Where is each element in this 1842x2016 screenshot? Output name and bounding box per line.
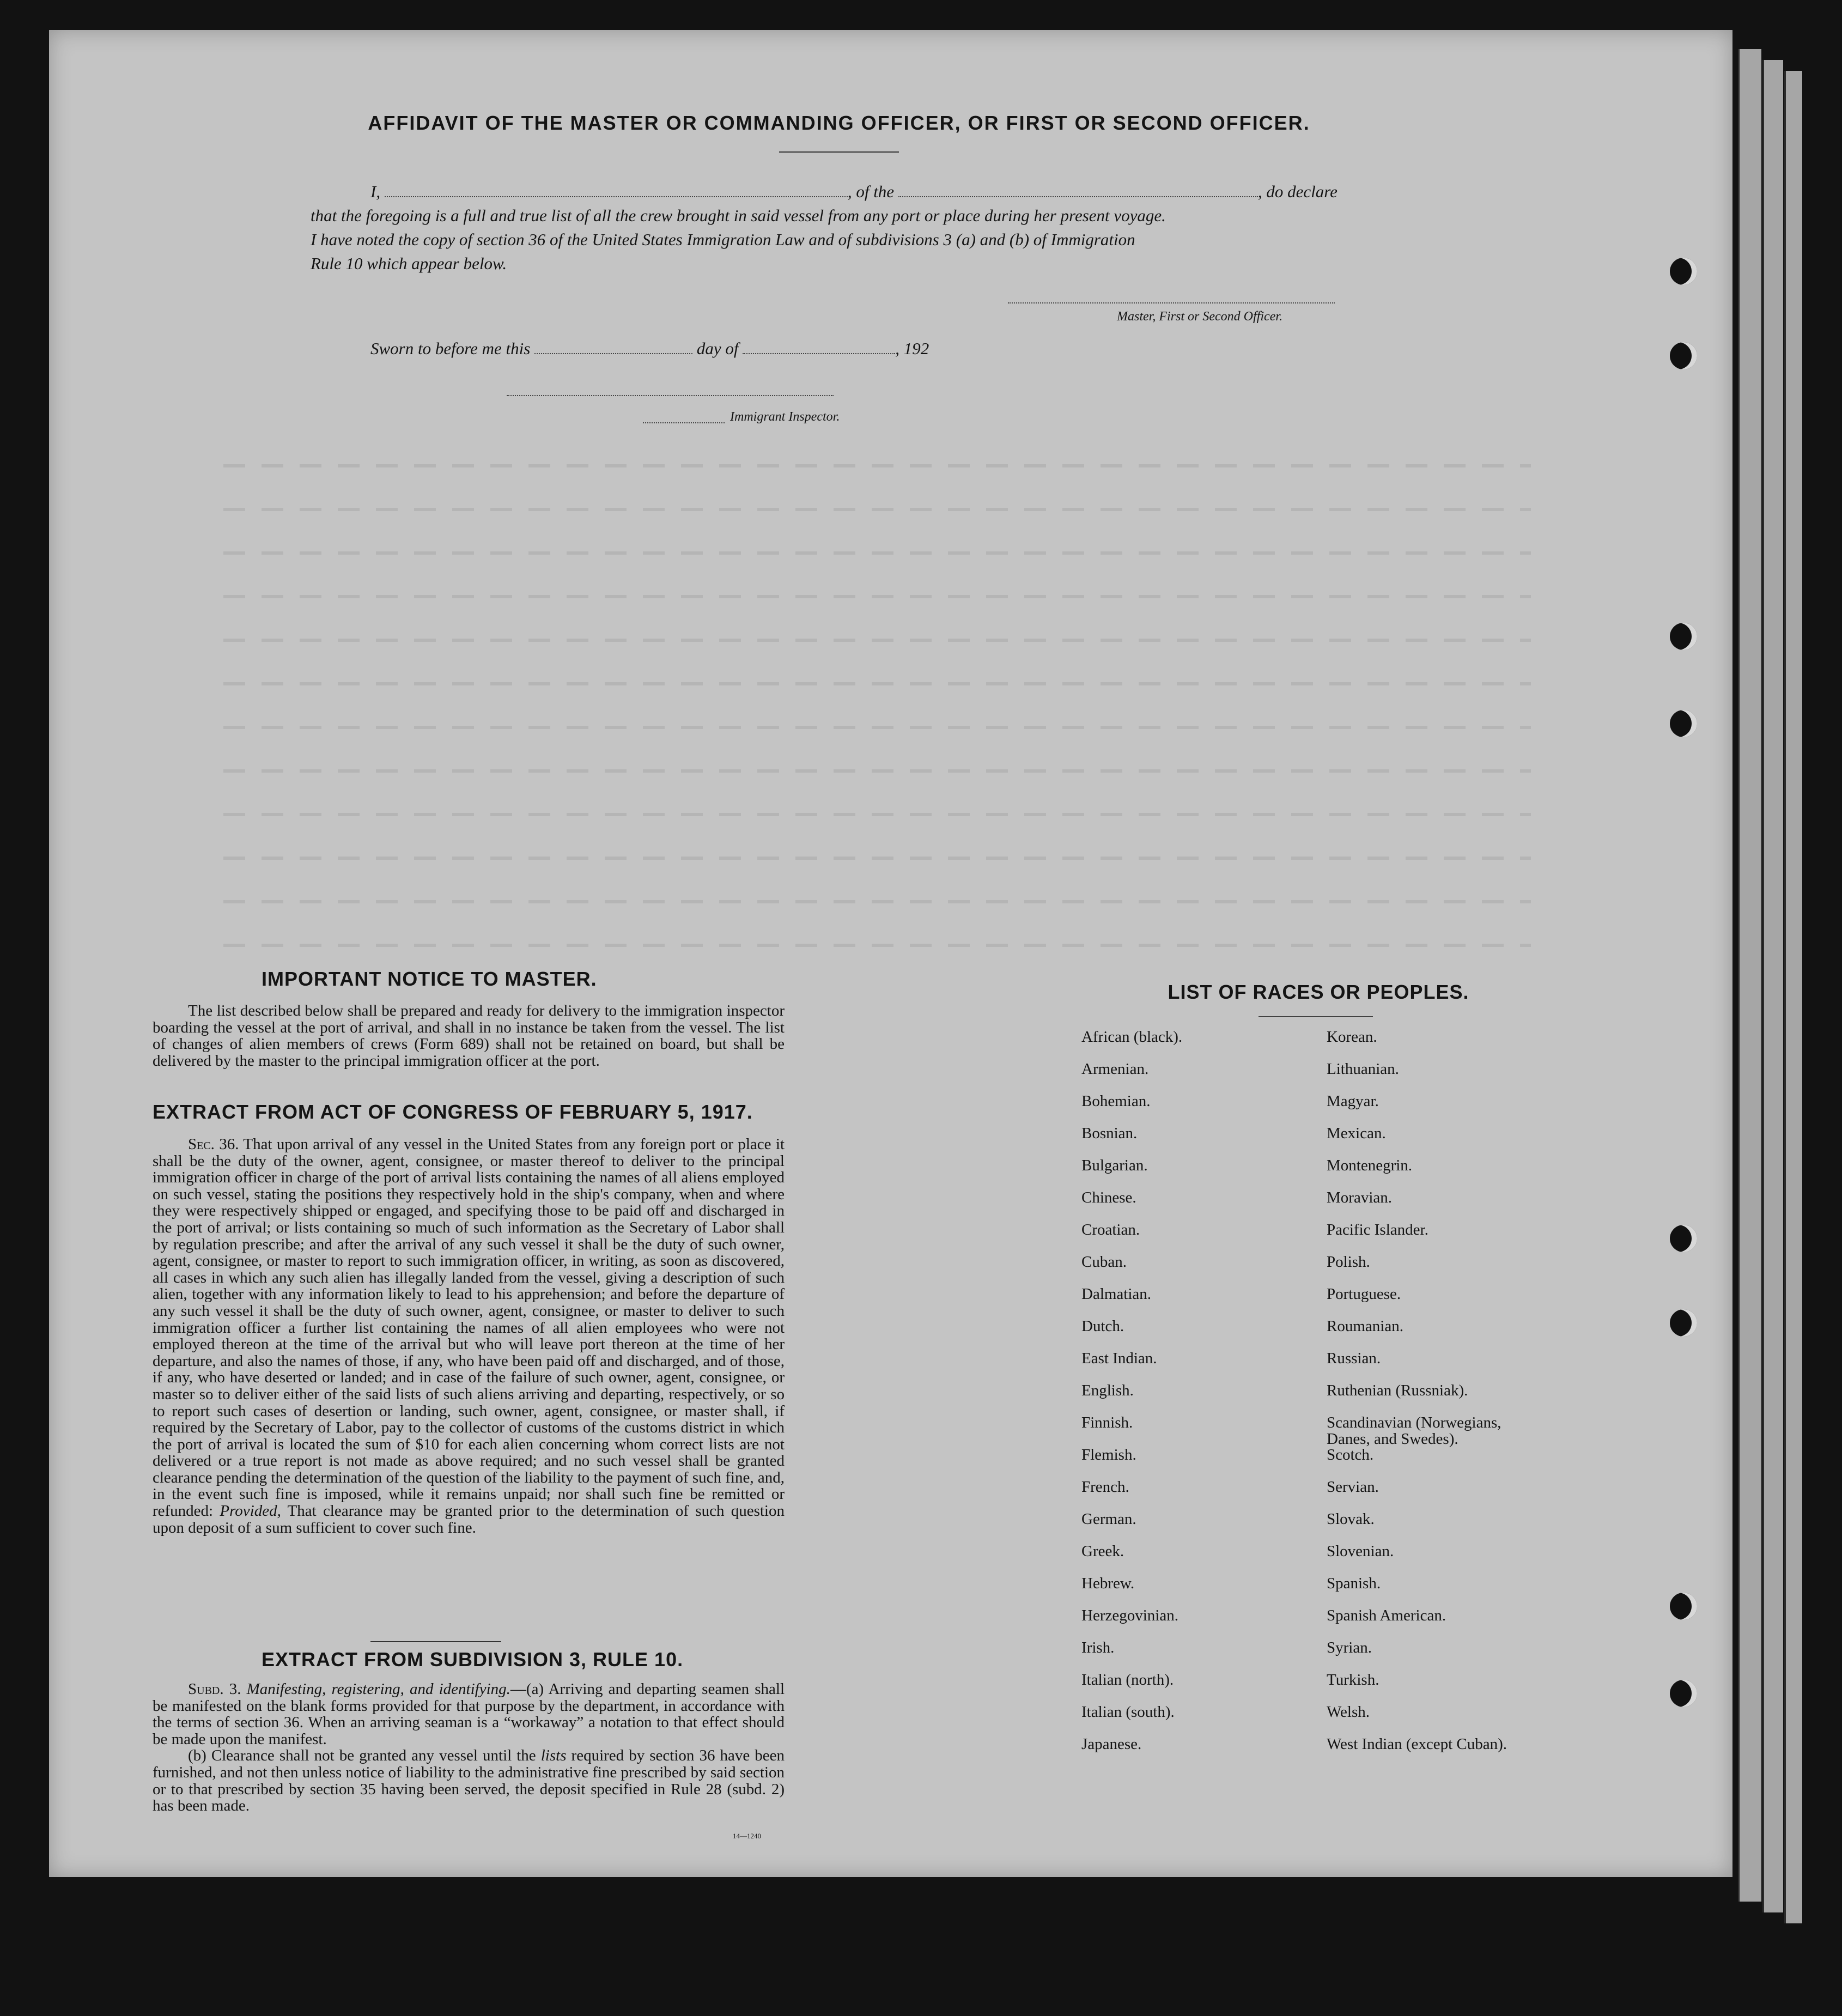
race-list-item: East Indian. [1081,1350,1157,1367]
races-right-column [1327,1029,1507,1768]
race-list-item: Lithuanian. [1327,1060,1399,1078]
race-list-item: Cuban. [1081,1253,1127,1271]
line1-of-the: , of the [847,182,895,201]
line1-do-declare: , do declare [1257,182,1338,201]
race-list-item: Portuguese. [1327,1285,1401,1303]
affidavit-title: AFFIDAVIT OF THE MASTER OR COMMANDING OFFICER, OR FIRST OR SECOND OFFICER. [368,112,1310,134]
race-list-item: Croatian. [1081,1221,1140,1238]
master-signature-caption: Master, First or Second Officer. [1117,309,1282,324]
races-title: LIST OF RACES OR PEOPLES. [1168,981,1469,1003]
binder-hole [1670,1593,1697,1620]
para-b-lists: lists [540,1747,567,1765]
race-list-item: Servian. [1327,1478,1379,1496]
binder-hole [1670,710,1697,737]
race-list-item: Turkish. [1327,1671,1379,1689]
para-b-lead: (b) Clearance shall not be granted any vessel until the [188,1747,536,1765]
page-edge [1762,60,1783,1912]
race-list-item: Hebrew. [1081,1575,1135,1592]
race-list-item: West Indian (except Cuban). [1327,1735,1507,1753]
rule-divider [370,1641,501,1642]
vessel-blank [898,182,1258,197]
declaration-line-4: Rule 10 which appear below. [311,254,507,273]
race-list-item: French. [1081,1478,1129,1496]
page-edge [1738,49,1761,1902]
race-list-item: Bulgarian. [1081,1157,1148,1174]
race-list-item: Bosnian. [1081,1125,1138,1142]
name-blank [385,182,848,197]
race-list-item: Herzegovinian. [1081,1607,1178,1624]
race-list-item: Magyar. [1327,1092,1379,1110]
subd-label: Subd. 3. [188,1680,241,1698]
sworn-day-blank [534,339,692,354]
binder-hole [1670,1225,1697,1252]
declaration-line-1 [311,180,1346,204]
races-left-column [1081,1029,1182,1768]
bleed-through-lines [223,450,1585,994]
race-list-item: Japanese. [1081,1735,1142,1753]
inspector-caption: Immigrant Inspector. [730,410,840,424]
race-list-item: Polish. [1327,1253,1370,1271]
race-list-item: Greek. [1081,1543,1124,1560]
bleed-through [223,450,1585,994]
sworn-month-blank [743,339,895,354]
line1-i: I, [370,182,381,201]
race-list-item: Montenegrin. [1327,1157,1413,1174]
master-signature-line [1008,302,1335,303]
subd-para-a: —(a) Arriving and departing seamen shall be manifested on the blank forms provided for that purpose by the department, in accordance with the terms of section 36. When an arriving seaman is a “workaway” a notation to that effect should be made upon the manifest. [153,1680,785,1748]
race-list-item: English. [1081,1382,1134,1399]
race-list-item: Slovak. [1327,1510,1375,1528]
rule-para-b [153,1747,785,1814]
race-list-item: Irish. [1081,1639,1115,1656]
act-extract-text [153,1136,785,1536]
race-list-item: Spanish American. [1327,1607,1446,1624]
race-list-item: Flemish. [1081,1446,1136,1464]
race-list-item: Italian (south). [1081,1703,1175,1721]
binder-hole [1670,258,1697,285]
sworn-text: Sworn to before me this [370,339,531,358]
race-list-item: Chinese. [1081,1189,1136,1206]
year-text: , 192 [895,339,929,358]
notice-text [153,1003,785,1069]
race-list-item: Syrian. [1327,1639,1372,1656]
race-list-item: Finnish. [1081,1414,1133,1431]
race-list-item: Spanish. [1327,1575,1381,1592]
inspector-signature-line [507,395,834,396]
section-text-end: That clearance may be granted prior to the determination of such question upon deposit of a sum sufficient to cover such fine. [153,1502,785,1537]
day-of-text: day of [696,339,739,358]
declaration-line-3: I have noted the copy of section 36 of the United States Immigration Law and of subdivisions 3 (a) and (b) of Immigration [311,230,1135,249]
race-list-item: Dalmatian. [1081,1285,1152,1303]
form-number: 14—1240 [733,1832,761,1840]
inspector-signature-line-2 [643,422,725,423]
declaration-line-2: that the foregoing is a full and true list of all the crew brought in said vessel from any port or place during her present voyage. [311,206,1166,225]
rule-extract-text [153,1681,785,1814]
binder-hole [1670,1309,1697,1337]
page-edge [1784,71,1802,1923]
race-list-item: Moravian. [1327,1189,1392,1206]
para-b-rest: required by section 36 have been furnished, and not then unless notice of liability to the administrative fine prescribed by said section or to that prescribed by section 35 having been served, the deposit specified in Rule 28 (subd. 2) has been made. [153,1747,785,1815]
provided-word: Provided, [220,1502,281,1520]
race-list-item: Slovenian. [1327,1543,1394,1560]
race-list-item: Russian. [1327,1350,1381,1367]
race-list-item: African (black). [1081,1028,1183,1046]
act-extract-title: EXTRACT FROM ACT OF CONGRESS OF FEBRUARY 5, 1917. [153,1101,753,1123]
sworn-line [370,337,1406,361]
race-list-item: Ruthenian (Russniak). [1327,1382,1468,1399]
race-list-item: Mexican. [1327,1125,1386,1142]
race-list-item: Dutch. [1081,1317,1124,1335]
race-list-item: German. [1081,1510,1136,1528]
race-list-item: Italian (north). [1081,1671,1174,1689]
subd-heading: Manifesting, registering, and identifying. [246,1680,510,1698]
races-title-rule [1259,1016,1373,1017]
binder-hole [1670,1680,1697,1707]
title-rule [779,151,899,153]
race-list-item: Scandinavian (Norwegians, Danes, and Swedes). [1327,1414,1501,1448]
rule-extract-title: EXTRACT FROM SUBDIVISION 3, RULE 10. [262,1648,684,1671]
race-list-item: Scotch. [1327,1446,1374,1464]
binder-hole [1670,623,1697,650]
section-label: Sec. 36. [188,1135,239,1153]
section-text: That upon arrival of any vessel in the United States from any foreign port or place it shall be the duty of the owner, agent, consignee, or master thereof to deliver to the principal immigration officer in charge of the port of arrival lists containing the names of all aliens employed on such vessel, stating the positions they respectively hold in the ship's company, when and where they were respectively shipped or engaged, and specifying those to be paid off and discharged in the port of arrival; or lists containing so much of such information as the Secretary of Labor shall by regulation prescribe; and after the arrival of any such vessel it shall be the duty of such owner, agent, consignee, or master to report to such immigration officer, in writing, as soon as discovered, all cases in which any such alien has illegally landed from the vessel, giving a description of such alien, together with any information likely to lead to his apprehension; and before the departure of any such vessel it shall be the duty of such owner, agent, consignee, or master to deliver to such immigration officer a further list containing the names of all alien employees who were not employed thereon at the time of the arrival but who will leave port thereon at the time of her departure, and also the names of those, if any, who have been paid off and discharged, and of those, if any, who have deserted or landed; and in case of the failure of such owner, agent, consignee, or master so to deliver either of the said lists of such aliens arriving and departing, respectively, or so to report such cases of desertion or landing, such owner, agent, consignee, or master shall, if required by the Secretary of Labor, pay to the collector of customs of the customs district in which the port of arrival is located the sum of $10 for each alien concerning whom correct lists are not delivered or a true report is not made as above required; and no such vessel shall be granted clearance pending the determination of the question of the liability to the payment of such fine, and, in the event such fine is imposed, while it remains unpaid; nor shall such fine be remitted or refunded: [153,1135,785,1520]
act-extract-paragraph [153,1136,785,1536]
notice-title: IMPORTANT NOTICE TO MASTER. [262,968,597,990]
race-list-item: Armenian. [1081,1060,1149,1078]
notice-paragraph: The list described below shall be prepared and ready for delivery to the immigration inspector boarding the vessel at the port of arrival, and shall in no instance be taken from the vessel. The list of changes of alien members of crews (Form 689) shall not be retained on board, but shall be delivered by the master to the principal immigration officer at the port. [153,1002,785,1070]
binder-hole [1670,342,1697,369]
race-list-item: Roumanian. [1327,1317,1403,1335]
race-list-item: Korean. [1327,1028,1377,1046]
race-list-item: Pacific Islander. [1327,1221,1428,1238]
rule-para-a [153,1681,785,1747]
race-list-item: Bohemian. [1081,1092,1151,1110]
race-list-item: Welsh. [1327,1703,1370,1721]
